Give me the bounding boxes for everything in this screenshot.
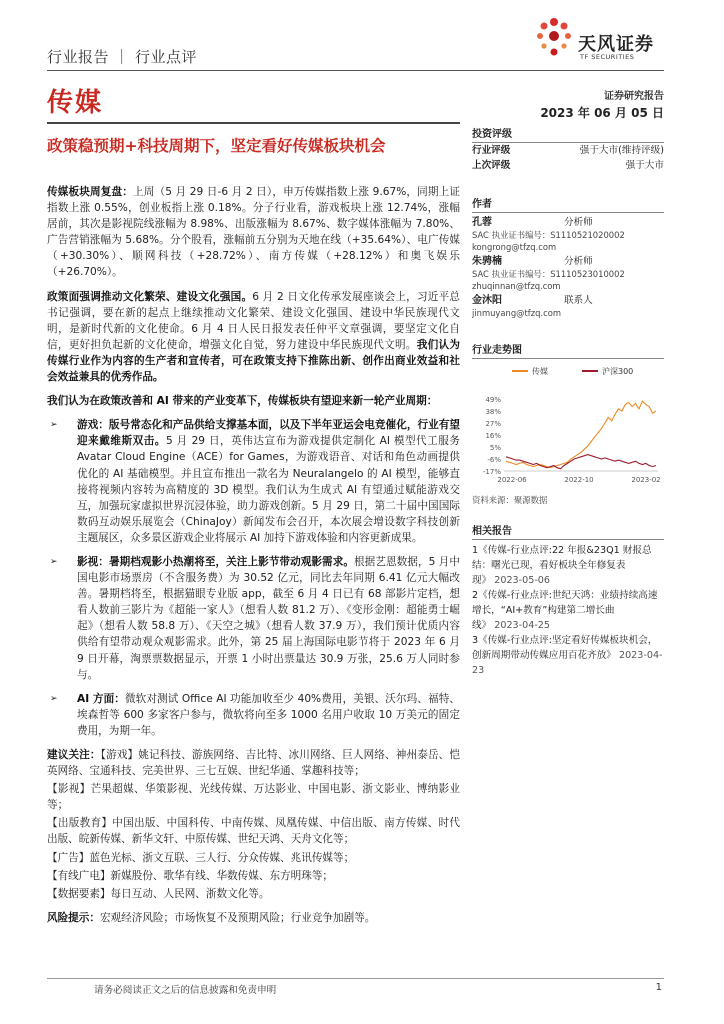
rating-row: 行业评级 强于大市(维持评级) (472, 145, 664, 156)
related-report-1[interactable]: 1《传媒-行业点评:22 年报&23Q1 财报总结：曙光已现，看好板块全年修复表现》 2023-05-06 (472, 545, 652, 586)
footer-disclaimer: 请务必阅读正文之后的信息披露和免责申明 (94, 985, 277, 996)
rec-film: 【影视】芒果超媒、华策影视、光线传媒、万达影业、中国电影、浙文影业、博纳影业等； (47, 783, 460, 812)
y-tick-label: 16% (485, 432, 501, 440)
policy-paragraph: 政策面强调推动文化繁荣、建设文化强国。6 月 2 日文化传承发展座谈会上，习近平总书记强调，要在新的起点上继续推动文化繁荣、建设文化强国、建设中华民族现代文明，是新时代新的文化使命。6 月 4 日人民日报发表任仲平文章强调，要坚定文化自信，更好担负起新的文化使命，增强文化自觉，努力建设中华民族现代文明。我们认为传媒行业作为内容的生产者和宣传者，可在政策支持下推陈出新、创作出商业效益和社会效益兼具的优秀作品。 (47, 290, 461, 384)
bullet-games: ➢ 游戏：版号常态化和产品供给支撑基本面，以及下半年亚运会电竞催化，行业有望迎来戴维斯双击。5 月 29 日，英伟达宣布为游戏提供定制化 AI 模型代工服务 Avatar Cloud Engine（ACE）for Games，为游戏语音、对话和角色动画提供优化的 AI 基础模型。并且宣布推出一款名为 Neuralangelo 的 AI 模型，能够直接将视频内容转为高精度的 3D 模型。我们认为生成式 AI 有望通过赋能游戏交互，加强玩家虚拟世界沉浸体验，助力游戏创新。5 月 29 日，第二十届中国国际数码互动娱乐展览会（ChinaJoy）新闻发布会召开，本次展会增设数字科技创新主题展区，众多景区游戏企业将展示 AI 加持下游戏体验和内容更新成果。 (50, 419, 461, 544)
author-1: 孔蓉 分析师 SAC 执业证书编号：S1110521020002 kongrong@tfzq.com (472, 217, 625, 252)
author-3: 金沐阳 联系人 jinmuyang@tfzq.com (472, 295, 593, 318)
report-type: 证券研究报告 (604, 91, 664, 102)
recommendations: 建议关注：【游戏】姚记科技、游族网络、吉比特、冰川网络、巨人网络、神州泰岳、恺英网络、宝通科技、完美世界、三七互娱、世纪华通、掌趣科技等； (47, 749, 461, 778)
prev-rating-row: 上次评级 强于大市 (472, 160, 664, 171)
y-tick-label: 27% (485, 420, 501, 428)
author-2: 朱骋楠 分析师 SAC 执业证书编号：S1110523010002 zhuqinnan@tfzq.com (472, 256, 625, 291)
x-tick-label: 2023-02 (631, 476, 661, 484)
logo-name-en: TF SECURITIES (580, 53, 635, 61)
title-rule (47, 122, 460, 124)
series-line-0 (506, 401, 656, 468)
sector-title: 传媒 (47, 88, 104, 118)
related-section-title: 相关报告 (472, 526, 512, 537)
report-headline: 政策稳预期+科技周期下，坚定看好传媒板块机会 (47, 137, 386, 155)
risk-paragraph: 风险提示：宏观经济风险；市场恢复不及预期风险；行业竞争加剧等。 (47, 911, 376, 924)
y-tick-label: 38% (485, 408, 501, 416)
legend-label-0: 传媒 (532, 367, 548, 376)
rec-data: 【数据要素】每日互动、人民网、浙数文化等。 (47, 887, 270, 900)
report-date: 2023 年 06 月 05 日 (540, 106, 664, 120)
x-tick-label: 2022-06 (497, 476, 527, 484)
related-report-3[interactable]: 3《传媒-行业点评:坚定看好传媒板块机会，创新周期带动传媒应用百花齐放》 2023-04-23 (472, 635, 663, 676)
y-tick-label: -17% (482, 468, 501, 476)
y-tick-label: -6% (487, 456, 501, 464)
y-tick-label: 5% (489, 444, 501, 452)
bullet-ai: ➢ AI 方面：微软对测试 Office AI 功能加收至少 40%费用，美银、沃尔玛、福特、埃森哲等 600 多家客户参与，微软将向至多 1000 名用户收取 10 万美元的固定费用，为期一年。 (50, 692, 460, 737)
series-line-1 (506, 455, 656, 469)
x-tick-label: 2022-10 (564, 476, 594, 484)
legend-label-1: 沪深300 (602, 367, 634, 376)
authors-section-title: 作者 (472, 199, 492, 210)
main-body (47, 184, 460, 934)
header-rule (47, 70, 664, 71)
bullet-film: ➢ 影视：暑期档观影小热潮将至，关注上影节带动观影需求。根据艺恩数据，5 月中国电影市场票房（不含服务费）为 30.52 亿元，同比去年同期 6.41 亿元大幅改善。暑期档将至，根据猫眼专业版 app，截至 6 月 4 日已有 68 部影片定档，想看人数前三影片为《超能一家人》（想看人数 81.2 万）、《变形金刚：超能勇士崛起》（想看人数 58.8 万）、《天空之城》（想看人数 37.9 万），我们预计优质内容供给有望带动观众观影需求。此外，第 25 届上海国际电影节将于 2023 年 6 月 9 日开幕，淘票票数据显示，开票 1 小时出票量达 30.9 万张，25.6 万人同时参与。 (50, 555, 461, 681)
rec-cable: 【有线广电】新媒股份、歌华有线、华数传媒、东方明珠等； (47, 869, 334, 882)
weekly-review-paragraph: 传媒板块周复盘：上周（5 月 29 日-6 月 2 日），申万传媒指数上涨 9.67%，同期上证指数上涨 0.55%，创业板指上涨 0.18%。分子行业看，游戏板块上涨 12.74%，涨幅居前，其次是影视院线涨幅为 8.98%、出版涨幅为 8.67%、数字媒体涨幅为 7.80%、广告营销涨幅为 5.68%。分个股看，涨幅前五分别为天地在线（+35.64%）、电广传媒（+30.30%）、顺网科技（+28.72%）、南方传媒（+28.12%）和奥飞娱乐（+26.70%）。 (47, 186, 461, 279)
report-category: 行业报告 ｜ 行业点评 (47, 48, 198, 66)
footer-rule (47, 978, 664, 979)
rec-publishing: 【出版教育】中国出版、中国科传、中南传媒、凤凰传媒、中信出版、南方传媒、时代出版、皖新传媒、新华文轩、中原传媒、世纪天鸿、天舟文化等； (47, 817, 460, 846)
page-number: 1 (655, 982, 662, 993)
logo-name-cn: 天风证券 (578, 34, 654, 55)
rec-advertising: 【广告】蓝色光标、浙文互联、三人行、分众传媒、兆讯传媒等； (47, 851, 355, 864)
rating-section-title: 投资评级 (472, 129, 512, 140)
thesis-paragraph: 我们认为在政策改善和 AI 带来的产业变革下，传媒板块有望迎来新一轮产业周期： (47, 395, 438, 408)
sidebar (472, 123, 664, 678)
trend-chart (472, 359, 664, 489)
tf-logo-mark (532, 14, 576, 62)
chart-source: 资料来源：聚源数据 (472, 495, 548, 505)
trend-section-title: 行业走势图 (472, 345, 522, 356)
related-report-2[interactable]: 2《传媒-行业点评:世纪天鸿：业绩持续高速增长，“AI+教育”构建第二增长曲线》 2023-04-25 (472, 590, 658, 631)
y-tick-label: 49% (485, 396, 501, 404)
